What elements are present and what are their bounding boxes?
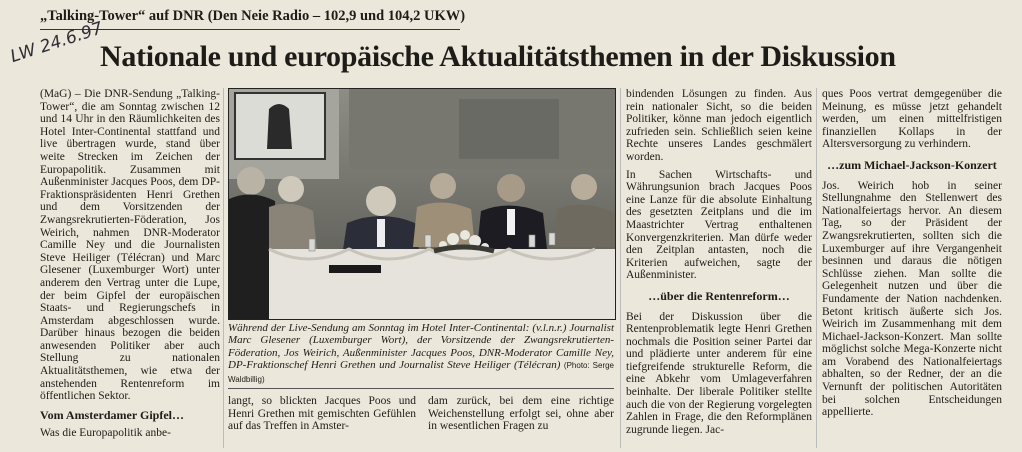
column-4-paragraph-2: In Sachen Wirtschafts- und Währungsunion brach Jacques Poos eine Lanze für die absolute Einhaltung des gesetzten Zeitplans und die im Maastrichter Vertrag enthaltenen Konvergenzkriterien. Man dürfe weder den Zeitplan antasten, noch die Kriterien aufweichen, sagte der Außenminister. <box>626 168 812 282</box>
photo-illustration <box>229 89 615 319</box>
subheading-amsterdam: Vom Amsterdamer Gipfel… <box>40 407 184 422</box>
caption-rule <box>228 388 614 389</box>
article-column-2 <box>228 395 416 438</box>
caption-text: Während der Live-Sendung am Sonntag im Hotel Inter-Continental: (v.l.n.r.) Journalist Marc Glesener (Luxemburger Wort), der Vorsitzende der Zwangsrekrutierten-Föderation, Jos Weirich, Außenminister Jacques Poos, DNR-Moderator Camille Ney, DP-Fraktionschef Henri Grethen und Journalist Steve Heiliger (Télécran) <box>228 322 614 372</box>
column-1-paragraph-2: Was die Europapolitik anbe- <box>40 427 171 440</box>
press-photo <box>228 88 616 320</box>
headline: Nationale und europäische Aktualitätsthemen in der Diskussion <box>100 40 896 73</box>
handwritten-date: LW 24.6.97 <box>8 18 106 68</box>
article-column-4 <box>626 88 812 441</box>
column-divider <box>223 88 224 448</box>
column-4-paragraph-1: bindenden Lösungen zu finden. Aus rein nationaler Sicht, so die beiden Politiker, könne man jedoch eigentlich zufrieden sein. Schließlich seien keine Rechte unseres Landes geschmälert worden. <box>626 88 812 163</box>
column-divider <box>620 88 621 448</box>
photo-caption <box>228 322 614 386</box>
article-column-3 <box>428 395 614 438</box>
column-4-paragraph-3: Bei der Diskussion über die Rentenproblematik legte Henri Grethen nochmals die Position seiner Partei dar und plädierte unter anderem für eine tiefgreifende strukturelle Reform, die eine Abkehr vom Umlageverfahren beinhalte. Der liberale Politiker stellte auch die von der Regierung vorgelegten Zahlen in Frage, die den Reformplänen zugrunde liegen. Jac- <box>626 310 812 436</box>
subheading-rentenreform: …über die Rentenreform… <box>648 288 790 303</box>
kicker-line: „Talking-Tower“ auf DNR (Den Neie Radio – 102,9 und 104,2 UKW) <box>40 8 466 24</box>
column-1-paragraph: (MaG) – Die DNR-Sendung „Talking-Tower“, die am Sonntag zwischen 12 und 14 Uhr in den Räumlichkeiten des Hotel Inter-Continental stattfand und live übertragen wurde, stand über weite Strecken im Zeichen der Europapolitik. Zusammen mit Außenminister Jacques Poos, dem DP-Fraktionspräsidenten Henri Grethen und dem Vorsitzenden der Zwangsrekrutierten-Föderation, Jos Weirich, nahmen DNR-Moderator Camille Ney und die Journalisten Steve Heiliger (Télécran) und Marc Glesener (Luxemburger Wort) unter anderem den Vertrag unter die Lupe, der beim Gipfel der europäischen Staats- und Regierungschefs in Amsterdam abgeschlossen wurde. Darüber hinaus bezogen die beiden anwesenden Politiker aber auch Stellung zu nationalen Aktualitätsthemen, wie etwa der anstehenden Rentenreform im öffentlichen Sektor. <box>40 88 220 403</box>
photo-credit: (Photo: Serge Waldbillig) <box>228 361 615 384</box>
column-5-paragraph-1: ques Poos vertrat demgegenüber die Meinung, es müsse jetzt gehandelt werden, um einen mittelfristigen finanziellen Kollaps in der Altersversorgung zu verhindern. <box>822 88 1002 151</box>
column-divider <box>816 88 817 448</box>
article-column-1 <box>40 88 220 445</box>
column-3-paragraph: dam zurück, bei dem eine richtige Weichenstellung erfolgt sei, ohne aber in wesentlichen Fragen zu <box>428 395 614 433</box>
column-5-paragraph-2: Jos. Weirich hob in seiner Stellungnahme den Stellenwert des Nationalfeiertags hervor. An diesem Tag, so der Präsident der Zwangsrekrutierten, sollten sich die Luxemburger auf ihre Vergangenheit besinnen und daraus die nötigen Schlüsse ziehen. Man sollte die Gelegenheit nutzen und über die Fundamente der Nation nachdenken. Betont kritisch äußerte sich Jos. Weirich im Zusammenhang mit dem Michael-Jackson-Konzert. Man sollte möglichst solche Mega-Konzerte nicht am Vorabend des Nationalfeiertags abhalten, so der Redner, der an die Vernunft der politischen Autoritäten bei solchen Entscheidungen appellierte. <box>822 179 1002 419</box>
subheading-michael-jackson: …zum Michael-Jackson-Konzert <box>827 157 997 172</box>
article-column-5 <box>822 88 1002 424</box>
column-2-paragraph: langt, so blickten Jacques Poos und Henri Grethen mit gemischten Gefühlen auf das Treffen in Amster- <box>228 395 416 433</box>
